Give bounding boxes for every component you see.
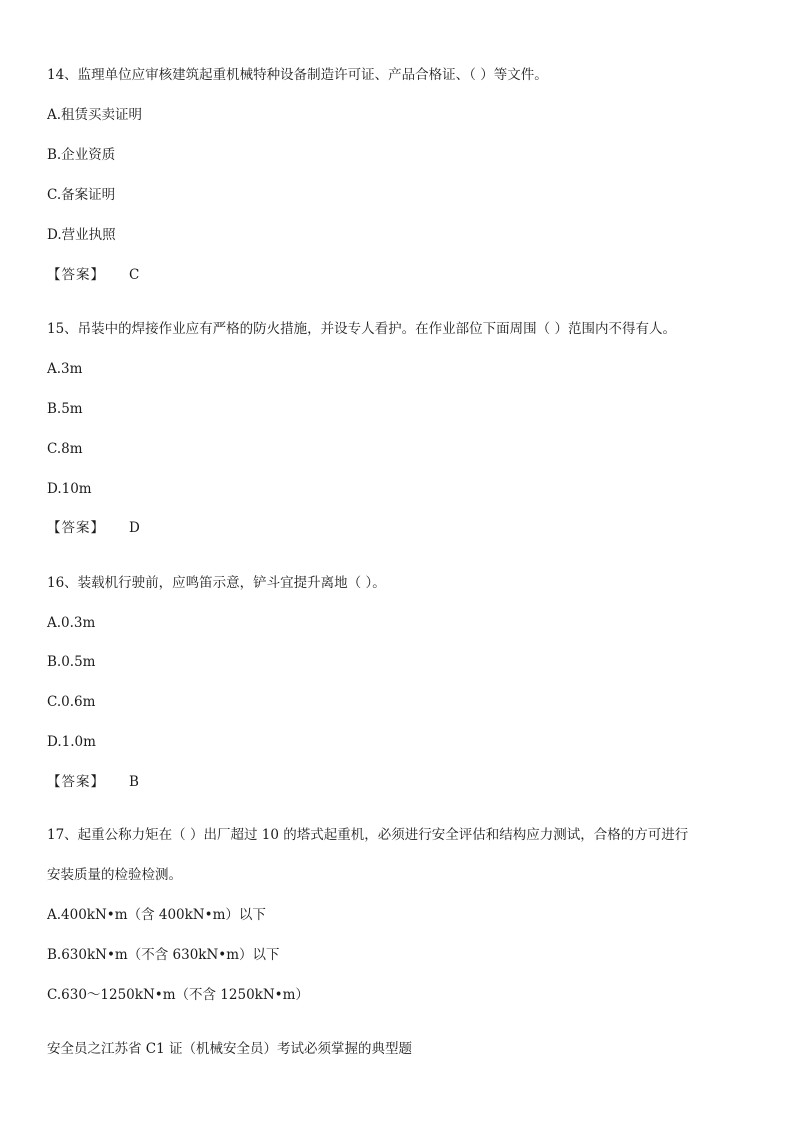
question-15-option-c: C.8m [47, 441, 83, 457]
question-17-stem-line2: 安装质量的检验检测。 [47, 867, 182, 883]
answer-value: C [129, 267, 140, 283]
question-17-option-a: A.400kN•m（含 400kN•m）以下 [47, 907, 266, 923]
question-16-answer [47, 773, 139, 791]
question-14-option-a: A.租赁买卖证明 [47, 107, 143, 123]
answer-label: 【答案】 [47, 267, 105, 283]
question-16-stem: 16、装载机行驶前，应鸣笛示意，铲斗宜提升离地（ ）。 [47, 575, 386, 591]
question-15-stem: 15、吊装中的焊接作业应有严格的防火措施，并设专人看护。在作业部位下面周围（ ）范围内不得有人。 [47, 321, 676, 337]
answer-value: B [129, 774, 139, 790]
question-14-answer [47, 266, 139, 284]
question-17-option-c: C.630～1250kN•m（不含 1250kN•m） [47, 987, 309, 1003]
question-16-option-c: C.0.6m [47, 694, 96, 710]
answer-label: 【答案】 [47, 774, 105, 790]
question-15-option-b: B.5m [47, 401, 83, 417]
question-15-answer [47, 519, 140, 537]
question-16-option-a: A.0.3m [47, 615, 96, 631]
question-15-option-d: D.10m [47, 481, 92, 497]
question-17-stem-line1: 17、起重公称力矩在（ ）出厂超过 10 的塔式起重机，必须进行安全评估和结构应力测试，合格的方可进行 [47, 827, 689, 843]
answer-label: 【答案】 [47, 520, 105, 536]
page-footer: 安全员之江苏省 C1 证（机械安全员）考试必须掌握的典型题 [47, 1041, 413, 1057]
question-17-option-b: B.630kN•m（不含 630kN•m）以下 [47, 947, 280, 963]
question-14-option-c: C.备案证明 [47, 187, 116, 203]
question-14-option-b: B.企业资质 [47, 147, 116, 163]
question-14-option-d: D.营业执照 [47, 227, 116, 243]
answer-value: D [129, 520, 140, 536]
question-15-option-a: A.3m [47, 361, 83, 377]
question-16-option-d: D.1.0m [47, 734, 96, 750]
question-14-stem: 14、监理单位应审核建筑起重机械特种设备制造许可证、产品合格证、（ ）等文件。 [47, 67, 548, 83]
question-16-option-b: B.0.5m [47, 654, 96, 670]
